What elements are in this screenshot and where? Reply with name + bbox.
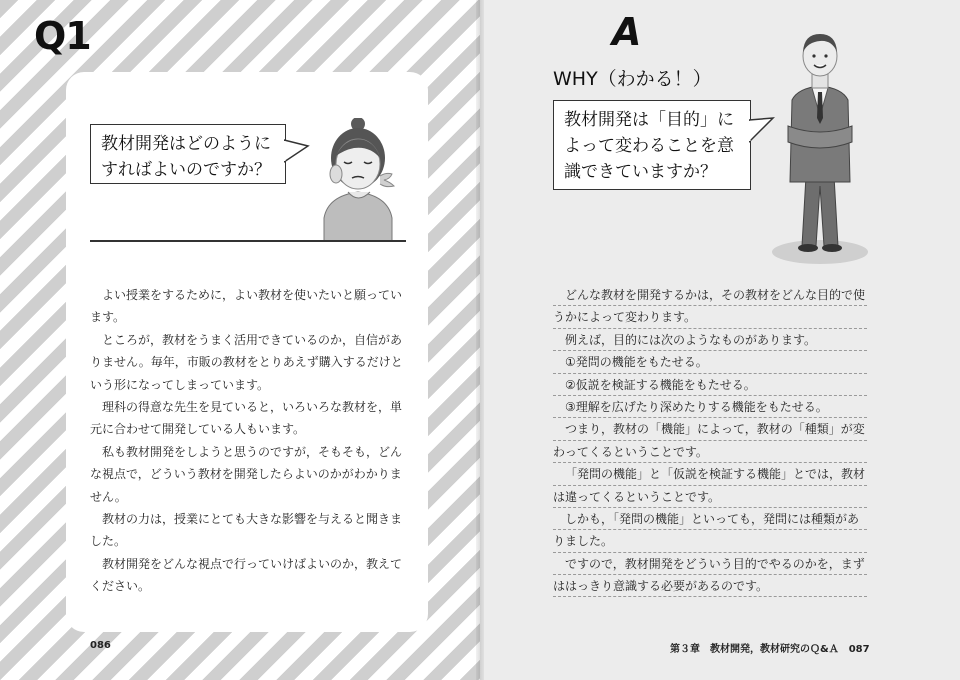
question-body: [90, 284, 408, 598]
answer-label: A: [612, 10, 642, 54]
body-paragraph: ところが，教材をうまく活用できているのか，自信がありません。毎年，市販の教材をとりあえず購入するだけという形になってしまっています。: [90, 332, 403, 392]
answer-line: わってくるということです。: [553, 441, 867, 463]
answer-line: ②仮説を検証する機能をもたせる。: [553, 374, 867, 396]
answer-line: は違ってくるということです。: [553, 486, 867, 508]
question-divider: [90, 240, 406, 242]
page-footer-right: 第３章 教材開発，教材研究のＱ&Ａ 087: [670, 644, 870, 655]
page-number-left: 086: [90, 640, 111, 651]
speech-tail-icon: [284, 136, 310, 166]
answer-body: [553, 284, 867, 597]
answer-question-line: 識できていますか？: [564, 162, 717, 182]
question-number: Q1: [34, 14, 91, 58]
answer-line: うかによって変わります。: [553, 306, 867, 328]
answer-line: どんな教材を開発するかは，その教材をどんな目的で使: [553, 284, 867, 306]
why-heading: WHY（わかる！）: [553, 68, 712, 90]
body-paragraph: 私も教材開発をしようと思うのですが，そもそも，どんな視点で，どういう教材を開発したらよいのかがわかりません。: [90, 444, 403, 504]
question-card: [66, 72, 428, 632]
answer-line: ③理解を広げたり深めたりする機能をもたせる。: [553, 396, 867, 418]
answer-line: ですので，教材開発をどういう目的でやるのかを，まず: [553, 553, 867, 575]
question-line: すればよいのですか？: [101, 160, 271, 180]
question-speech-bubble: [90, 124, 286, 184]
answer-question-line: 教材開発は「目的」に: [564, 110, 734, 130]
answer-speech-bubble: [553, 100, 751, 190]
answer-line: 「発問の機能」と「仮説を検証する機能」とでは，教材: [553, 463, 867, 485]
answer-line: ①発問の機能をもたせる。: [553, 351, 867, 373]
answer-line: 例えば，目的には次のようなものがあります。: [553, 329, 867, 351]
body-paragraph: 教材開発をどんな視点で行っていけばよいのか，教えてください。: [90, 556, 403, 594]
answer-question-line: よって変わることを意: [564, 136, 734, 156]
businessman-icon: [770, 26, 870, 266]
body-paragraph: 理科の得意な先生を見ていると，いろいろな教材を，単元に合わせて開発している人もいます。: [90, 400, 403, 437]
worried-woman-icon: [314, 118, 404, 242]
answer-line: つまり，教材の「機能」によって，教材の「種類」が変: [553, 418, 867, 440]
question-line: 教材開発はどのように: [101, 134, 271, 154]
body-paragraph: 教材の力は，授業にとても大きな影響を与えると聞きました。: [90, 512, 403, 549]
answer-line: しかも，「発問の機能」といっても，発問には種類があ: [553, 508, 867, 530]
body-paragraph: よい授業をするために，よい教材を使いたいと願っています。: [90, 288, 403, 325]
answer-line: ははっきり意識する必要があるのです。: [553, 575, 867, 597]
answer-line: りました。: [553, 530, 867, 552]
book-gutter: [476, 0, 484, 680]
